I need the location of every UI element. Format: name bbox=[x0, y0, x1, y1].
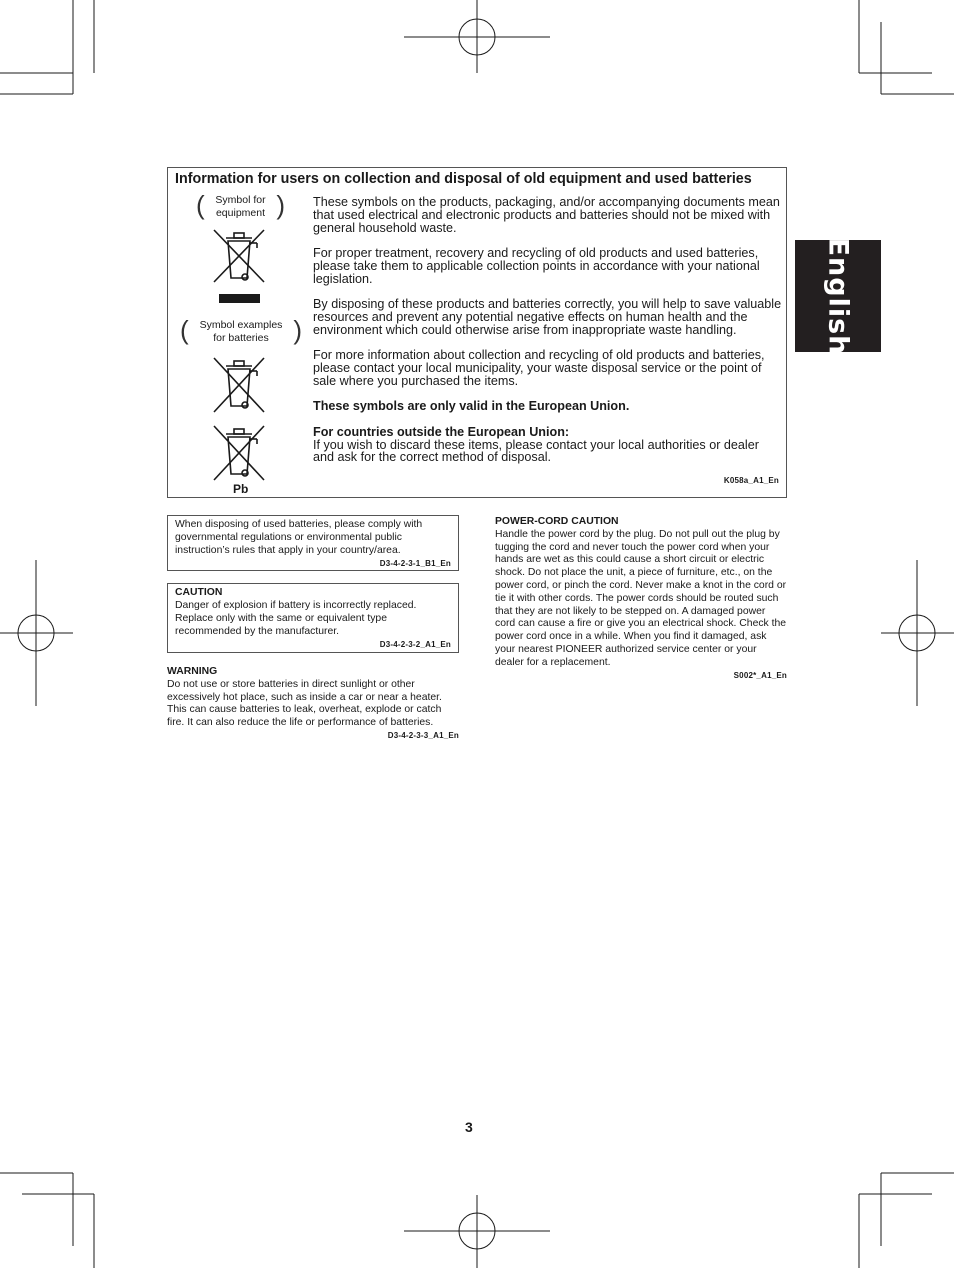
symbol-equipment-label-line2: equipment bbox=[215, 207, 266, 219]
symbol-equipment-label: ( Symbol for equipment ) bbox=[196, 190, 285, 220]
info-paragraph: For more information about collection and recycling of old products and batteries, please contact your local municipality, your waste disposal service or the point of sale where you purchased the items. bbox=[313, 348, 765, 388]
info-code: K058a_A1_En bbox=[723, 476, 779, 485]
power-cord-heading: POWER-CORD CAUTION bbox=[495, 516, 619, 527]
warning-code: D3-4-2-3-3_A1_En bbox=[387, 730, 459, 740]
symbol-equipment-label-line1: Symbol for bbox=[215, 194, 266, 206]
power-cord-text: Handle the power cord by the plug. Do not pull out the plug by tugging the cord and never touch the power cord when your hands are wet as this could cause a short circuit or electric shock. Do not place the unit, a piece of furniture, etc., on the power cord, or pinch the cord. Never make a knot in the cord or tie it with other cords. The power cords should be routed such that they are not likely to be stepped on. A damaged power cord can cause a fire or give you an electrical shock. Check the power cord once in a while. When you find it damaged, ask your nearest PIONEER authorized service center or your dealer for a replacement. bbox=[495, 528, 787, 668]
caution-code: D3-4-2-3-2_A1_En bbox=[379, 640, 451, 649]
symbol-batteries-label: ( Symbol examples for batteries ) bbox=[180, 315, 302, 345]
eu-only-note: These symbols are only valid in the European Union. bbox=[313, 399, 630, 414]
power-cord-block bbox=[495, 516, 787, 682]
pb-label: Pb bbox=[233, 482, 249, 496]
battery-disposal-box bbox=[167, 515, 459, 571]
info-paragraph: These symbols on the products, packaging, and/or accompanying documents mean that used electrical and electronic products and batteries should not be mixed with general household waste. bbox=[313, 195, 780, 235]
outside-eu-text: If you wish to discard these items, please contact your local authorities or dealer and ask for the correct method of disposal. bbox=[313, 437, 759, 465]
crossed-bin-equipment-icon bbox=[212, 228, 266, 304]
language-tab-label: English bbox=[822, 237, 854, 355]
disposal-info-title: Information for users on collection and disposal of old equipment and used batteries bbox=[175, 171, 752, 187]
warning-block bbox=[167, 666, 459, 743]
caution-box bbox=[167, 583, 459, 653]
disposal-info-text bbox=[313, 196, 783, 464]
page-number: 3 bbox=[465, 1119, 473, 1135]
info-paragraph: By disposing of these products and batteries correctly, you will help to save valuable resources and prevent any potential negative effects on human health and the environment which could otherwise arise from inappropriate waste handling. bbox=[313, 297, 782, 337]
symbol-batteries-label-line1: Symbol examples bbox=[199, 319, 283, 331]
caution-heading: CAUTION bbox=[175, 587, 223, 598]
battery-disposal-code: D3-4-2-3-1_B1_En bbox=[379, 559, 451, 568]
crossed-bin-battery-icon bbox=[212, 356, 266, 414]
outside-eu-heading: For countries outside the European Union: bbox=[313, 424, 570, 439]
battery-disposal-text: When disposing of used batteries, please comply with governmental regulations or environmental public instruction’s rules that apply in your country/area. bbox=[175, 519, 423, 556]
symbol-batteries-label-line2: for batteries bbox=[213, 332, 269, 344]
caution-text: Danger of explosion if battery is incorrectly replaced. Replace only with the same or equivalent type recommended by the manufacturer. bbox=[175, 600, 417, 637]
warning-text: Do not use or store batteries in direct sunlight or other excessively hot place, such as inside a car or near a heater. This can cause batteries to leak, overheat, explode or catch fire. It can also reduce the life or performance of batteries. bbox=[167, 678, 442, 729]
warning-heading: WARNING bbox=[167, 666, 218, 677]
power-cord-code: S002*_A1_En bbox=[733, 670, 787, 680]
disposal-info-box bbox=[167, 167, 787, 498]
info-paragraph: For proper treatment, recovery and recycling of old products and used batteries, please take them to applicable collection points in accordance with your national legislation. bbox=[313, 246, 760, 286]
language-tab bbox=[795, 237, 881, 355]
crossed-bin-battery-pb-icon bbox=[212, 424, 266, 482]
